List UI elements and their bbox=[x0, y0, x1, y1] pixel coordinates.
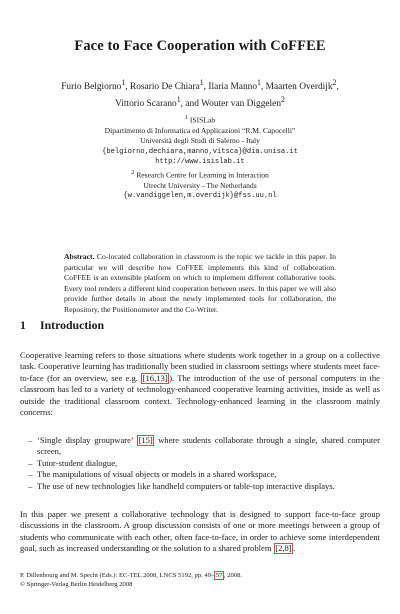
abstract bbox=[64, 252, 336, 315]
affiliations bbox=[40, 113, 360, 201]
list-item: – The use of new technologies like handheld computers or table-top interactive displays. bbox=[28, 480, 335, 491]
affiliation-2-univ: Utrecht University - The Netherlands bbox=[143, 180, 257, 190]
affiliation-1-name: $^1$ ISISLab bbox=[184, 114, 216, 125]
author-affil-mark: 2 bbox=[281, 94, 285, 104]
page-footer bbox=[20, 571, 380, 589]
abstract-text: Co-located collaboration in classroom is the topic we tackle in this paper. In particular we will describe how CoFFEE implements this kind of collaboration. CoFFEE is an extensible platform on which to implement different collaborative tools. Every tool renders a different kind cooperation between users. In this paper we will also provide further details in about the newly implemented tools for collaboration, the Repository, the Positionometer and the Co-Writer. bbox=[64, 252, 337, 314]
author-affil-mark: 1 bbox=[257, 78, 261, 87]
affiliation-2-email: {w.vandiggelen,m.overdijk}@fss.uu.nl bbox=[123, 191, 277, 200]
intro-list bbox=[20, 435, 380, 492]
paper-title: Face to Face Cooperation with CoFFEE bbox=[74, 38, 326, 54]
affiliation-1-url: http://www.isislab.it bbox=[155, 158, 245, 167]
copyright-line: © Springer-Verlag Berlin Heidelberg 2008 bbox=[20, 580, 133, 588]
affiliation-1-dept: Dipartimento di Informatica ed Applicazioni “R.M. Capocelli” bbox=[104, 125, 296, 135]
author-name: Furio Belgiorno bbox=[61, 82, 122, 93]
citation-link[interactable]: [15] bbox=[138, 435, 153, 445]
author-name: Ilaria Manno bbox=[208, 82, 258, 93]
affiliation-1-univ: Università degli Studi di Salerno - Italy bbox=[140, 136, 260, 146]
author-line-2: Vittorio Scarano$^1$, and Wouter van Diggelen$^2$ bbox=[115, 94, 285, 109]
affiliation-2-name: $^2$ Research Centre for Learning in Interaction bbox=[131, 168, 269, 180]
abstract-label: Abstract. bbox=[64, 252, 95, 261]
author-name: Vittorio Scarano bbox=[115, 98, 177, 109]
author-name: Rosario De Chiara bbox=[129, 82, 200, 93]
author-list bbox=[30, 77, 370, 110]
citation-link[interactable]: [2,8] bbox=[275, 543, 292, 554]
author-affil-mark: 1 bbox=[121, 78, 126, 87]
author-name: Maarten Overdijk bbox=[265, 82, 333, 93]
author-affil-mark: 1 bbox=[199, 78, 204, 87]
section-number: 1 bbox=[20, 318, 26, 332]
intro-paragraph-1: Cooperative learning refers to those situations where students work together in a group on a collective task. Cooperative learning has traditionally been studied in classroom settings where students meet face-to-face (for an overview, see e.g. [16,13] ). The introduction of the use of personal computers in the classroom has led to a variety of technology-enhanced cooperative learning activities, inside as well as outside the traditional classroom context. Technology-enhanced learning in the classroom mainly concerns: bbox=[20, 350, 380, 418]
author-name: Wouter van Diggelen bbox=[201, 98, 282, 109]
list-item: – The manipulations of visual objects or models in a shared workspace, bbox=[28, 469, 277, 480]
author-affil-mark: 1 bbox=[176, 94, 181, 104]
section-title: Introduction bbox=[40, 318, 105, 332]
section-heading bbox=[20, 318, 104, 333]
list-item: – ‘Single display groupware’ [15] where students collaborate through a single, shared computer screen, bbox=[28, 435, 380, 457]
author-line-1: Furio Belgiorno$^1$, Rosario De Chiara$^1$, Ilaria Manno$^1$, Maarten Overdijk$^2$, bbox=[61, 78, 339, 93]
citation-link[interactable]: [16,13] bbox=[142, 372, 168, 383]
page-link[interactable]: 57 bbox=[215, 572, 223, 579]
affiliation-1-email: {belgiorno,dechiara,manno,vitsca}@dia.unisa.it bbox=[102, 147, 298, 156]
author-affil-mark: 2 bbox=[332, 78, 337, 87]
intro-paragraph-2: In this paper we present a collaborative technology that is designed to support face-to-face group discussions in the classroom. A group discussion consists of one or more meetings between a group of students who communicate with each other, often face-to-face, in order to achieve some interdependent goal, such as increased understanding or the solution to a shared problem [2,8] . bbox=[20, 509, 380, 554]
list-item: – Tutor-student dialogue, bbox=[28, 457, 118, 468]
publication-info: P. Dillenbourg and M. Specht (Eds.): EC-TEL 2008, LNCS 5192, pp. 49– 57 , 2008. bbox=[20, 572, 243, 579]
